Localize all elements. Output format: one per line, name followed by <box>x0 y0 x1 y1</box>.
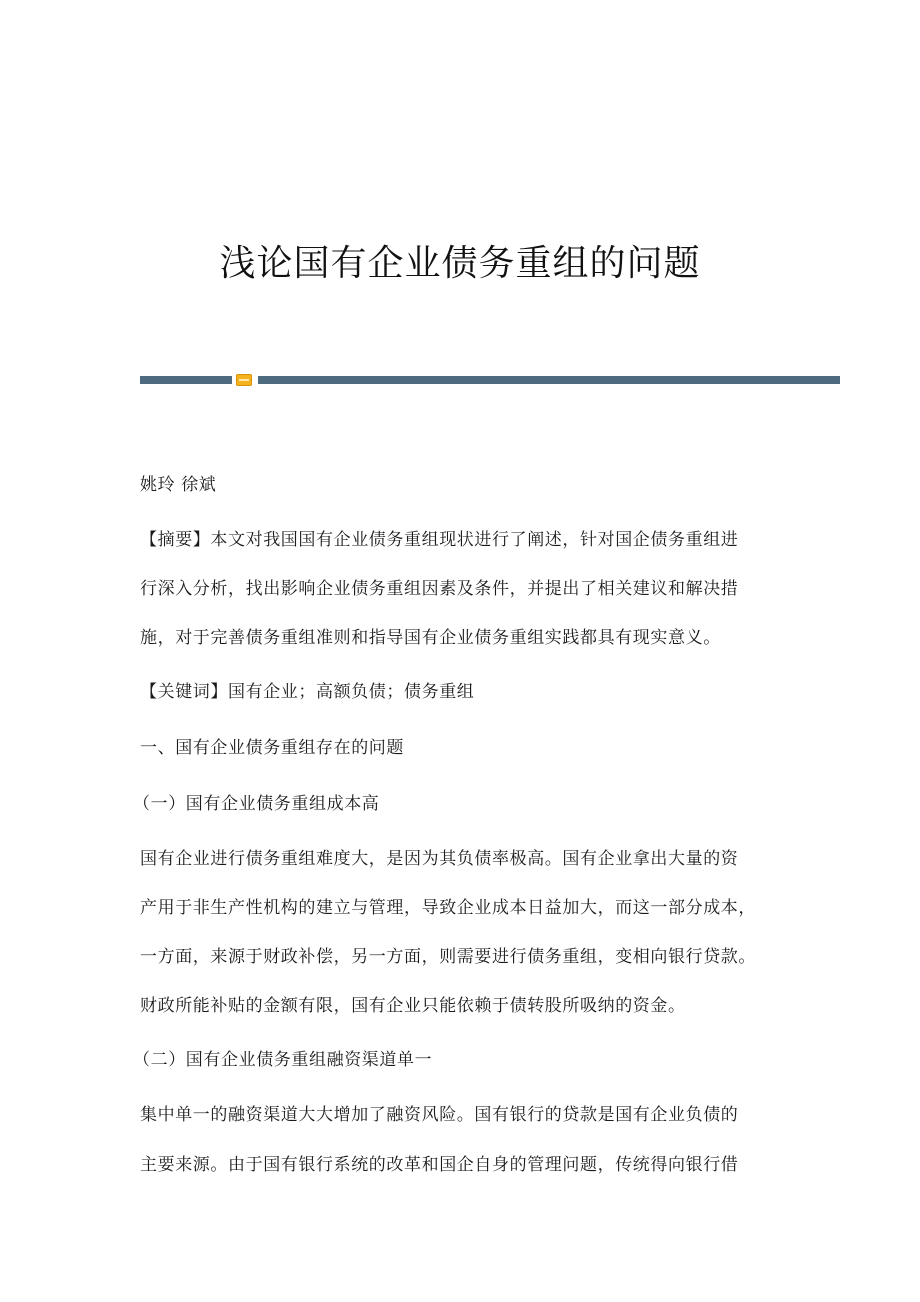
body-line: 集中单一的融资渠道大大增加了融资风险。国有银行的贷款是国有企业负债的 <box>140 1105 739 1125</box>
abstract-line: 行深入分析，找出影响企业债务重组因素及条件，并提出了相关建议和解决措 <box>140 579 739 599</box>
title-divider <box>140 374 840 386</box>
abstract-line: 施，对于完善债务重组准则和指导国有企业债务重组实践都具有现实意义。 <box>140 628 721 648</box>
subsection-heading: （二）国有企业债务重组融资渠道单一 <box>133 1050 433 1070</box>
body-line: 国有企业进行债务重组难度大，是因为其负债率极高。国有企业拿出大量的资 <box>140 849 739 869</box>
keywords: 【关键词】国有企业；高额负债；债务重组 <box>140 682 475 702</box>
body-line: 主要来源。由于国有银行系统的改革和国企自身的管理问题，传统得向银行借 <box>140 1155 739 1175</box>
divider-bar-right <box>258 376 840 384</box>
body-line: 一方面，来源于财政补偿，另一方面，则需要进行债务重组，变相向银行贷款。 <box>140 947 756 967</box>
section-heading: 一、国有企业债务重组存在的问题 <box>140 738 404 758</box>
abstract-line: 【摘要】本文对我国国有企业债务重组现状进行了阐述，针对国企债务重组进 <box>140 530 739 550</box>
divider-badge-icon <box>236 374 252 386</box>
body-line: 产用于非生产性机构的建立与管理，导致企业成本日益加大，而这一部分成本， <box>140 898 756 918</box>
divider-bar-left <box>140 376 232 384</box>
subsection-heading: （一）国有企业债务重组成本高 <box>133 794 380 814</box>
authors: 姚玲 徐斌 <box>140 475 217 495</box>
page-title: 浅论国有企业债务重组的问题 <box>219 243 701 285</box>
body-line: 财政所能补贴的金额有限，国有企业只能依赖于债转股所吸纳的资金。 <box>140 996 686 1016</box>
